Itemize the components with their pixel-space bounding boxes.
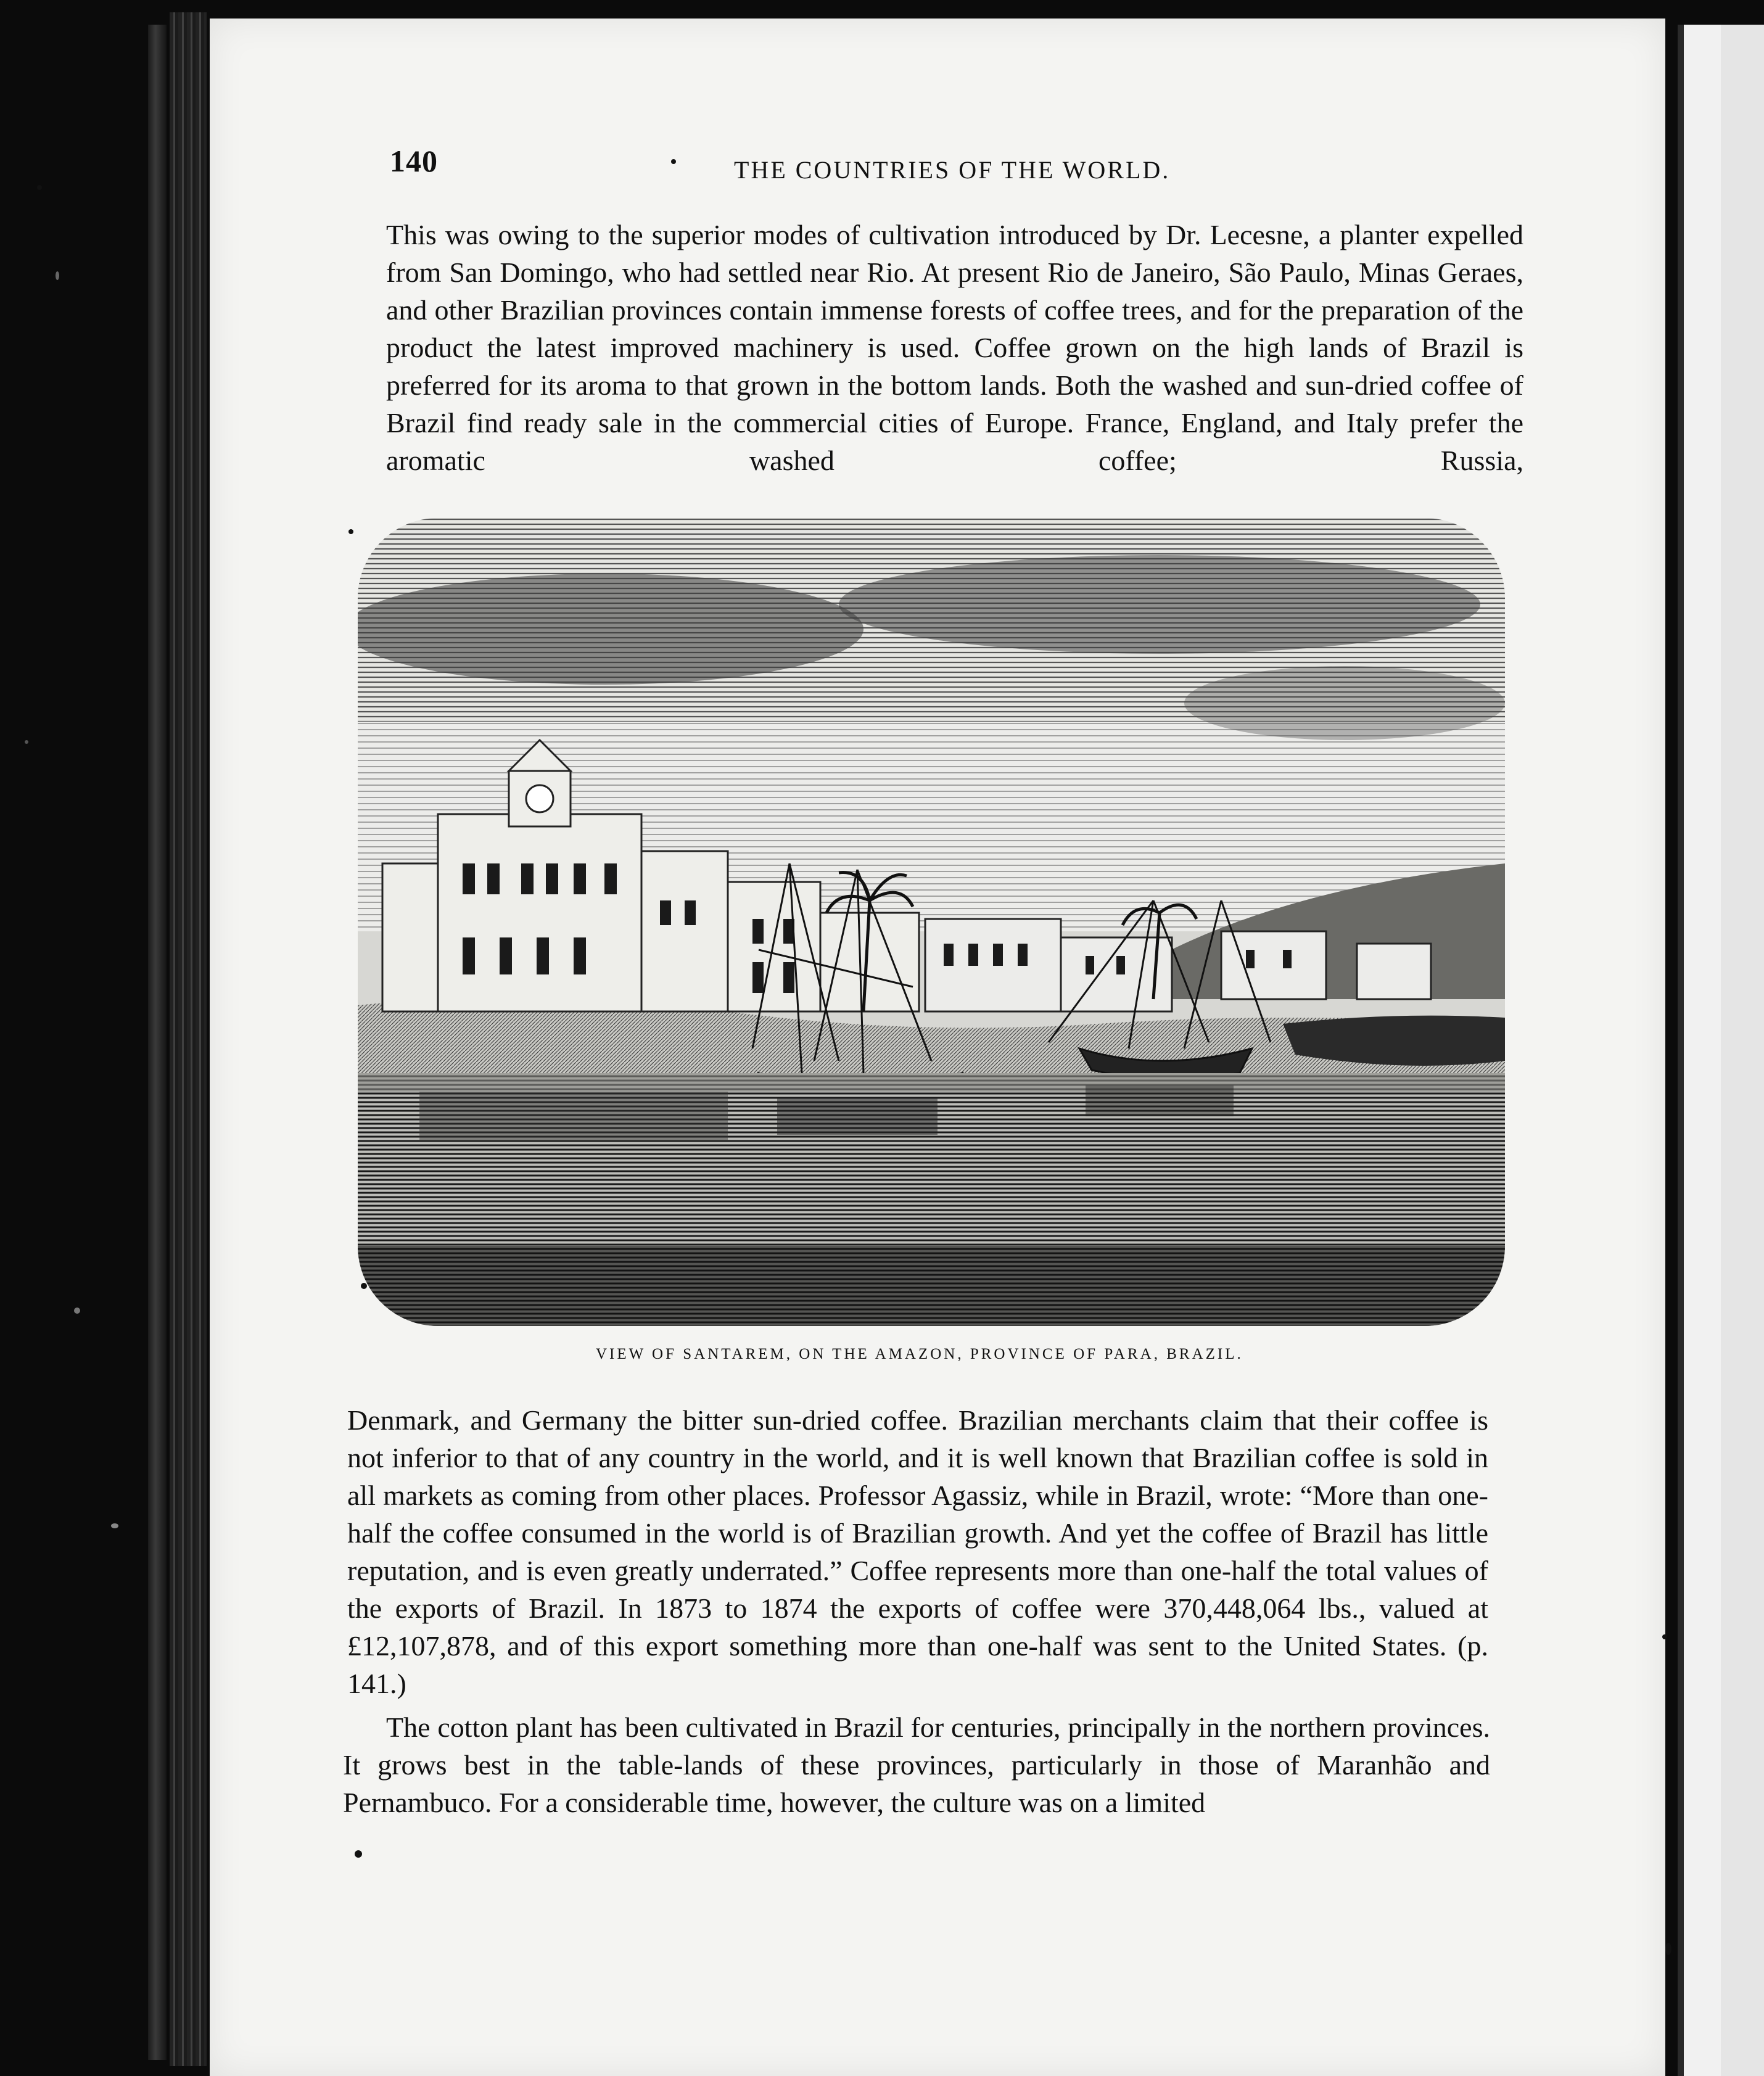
engraving-santarem (358, 518, 1505, 1326)
paragraph-coffee-trade: Denmark, and Germany the bitter sun-dried coffee. Brazilian merchants claim that their coffee is not inferior to that of any country in the world, and it is well known that Brazilian coffee is sold in all markets as coming from other places. Professor Agassiz, while in Brazil, wrote: “More than one-half the coffee consumed in the world is of Brazilian growth. And yet the coffee of Brazil has little reputation, and is even greatly underrated.” Coffee represents more than one-half the total values of the exports of Brazil. In 1873 to 1874 the exports of coffee were 370,448,064 lbs., valued at £12,107,878, and of this export something more than one-half was sent to the United States. (p. 141.) (347, 1404, 1488, 1699)
facing-page-sliver (1678, 25, 1764, 2076)
page-speck (355, 1850, 362, 1858)
page-speck (1662, 1634, 1667, 1639)
page-speck (1665, 1943, 1671, 1955)
book-spine-edge (148, 25, 167, 2060)
running-head: THE COUNTRIES OF THE WORLD. (734, 156, 1171, 184)
dust-speck (56, 271, 59, 280)
dust-speck (37, 185, 42, 190)
dust-speck (74, 1308, 80, 1314)
page-speck (348, 529, 353, 534)
dust-speck (25, 740, 28, 744)
paragraph-cotton-text: The cotton plant has been cultivated in Brazil for centuries, principally in the northern provinces. It grows best in the table-lands of these provinces, particularly in those of Maranhão and Pernambuco. For a considerable time, however, the culture was on a limited (343, 1711, 1490, 1818)
page-number: 140 (390, 144, 438, 178)
paragraph-coffee-cultivation: This was owing to the superior modes of cultivation introduced by Dr. Lecesne, a planter expelled from San Domingo, who had settled near Rio. At present Rio de Janeiro, São Paulo, Minas Geraes, and other Brazilian provinces contain immense forests of coffee trees, and for the preparation of the product the latest improved machinery is used. Coffee grown on the high lands of Brazil is preferred for its aroma to that grown in the bottom lands. Both the washed and sun-dried coffee of Brazil find ready sale in the commercial cities of Europe. France, England, and Italy prefer the aromatic washed coffee; Russia, (386, 219, 1523, 476)
figure-caption: VIEW OF SANTAREM, ON THE AMAZON, PROVINCE OF PARA, BRAZIL. (596, 1346, 1243, 1362)
paragraph-cotton (343, 1708, 1490, 1832)
page-speck (361, 1283, 367, 1289)
page-speck (671, 159, 676, 164)
engraving-drawing (358, 518, 1505, 1326)
book-page-edges (170, 12, 207, 2066)
dust-speck (111, 1523, 118, 1528)
